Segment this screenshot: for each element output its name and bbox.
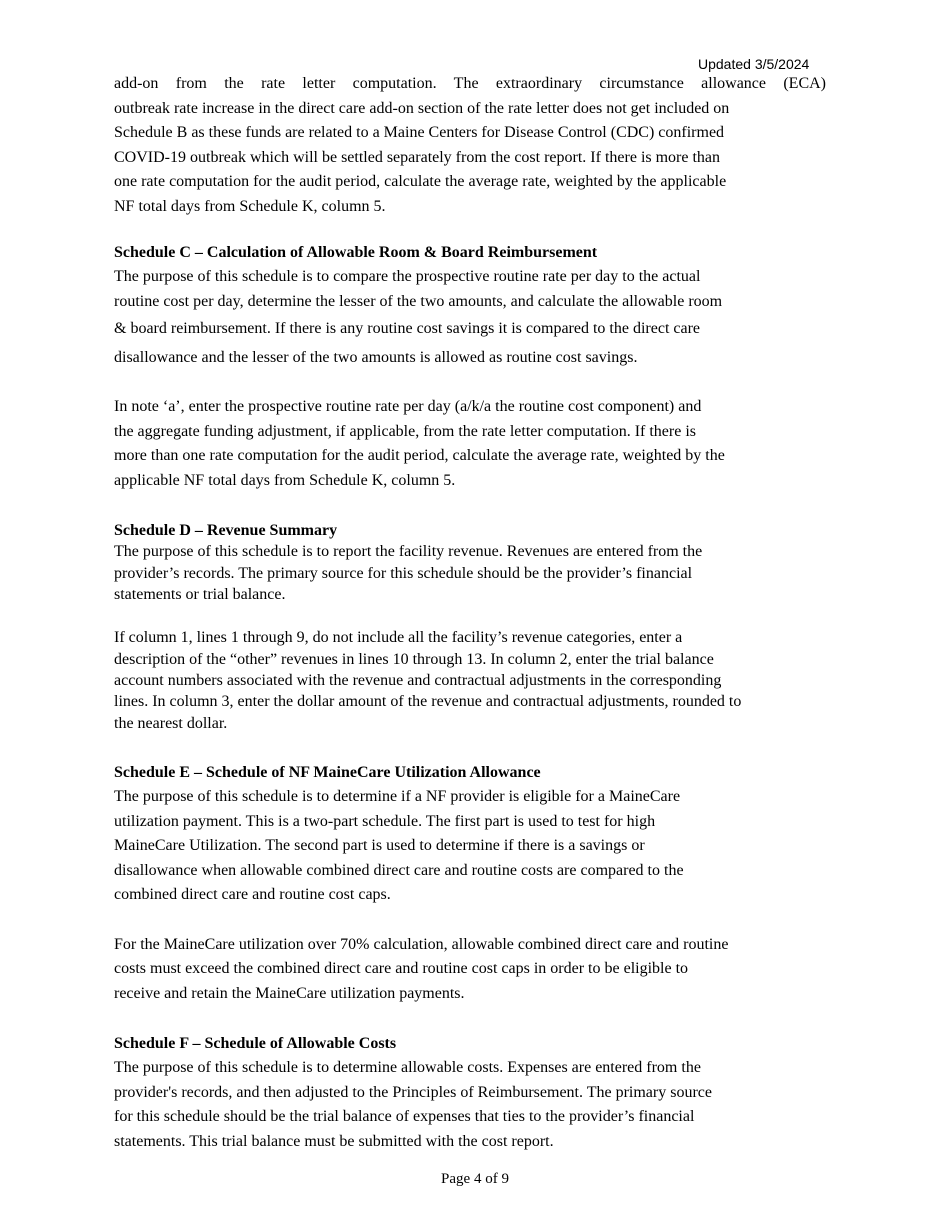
schedule-c-line: disallowance and the lesser of the two amounts is allowed as routine cost savings. xyxy=(114,349,638,366)
schedule-c-line: the aggregate funding adjustment, if applicable, from the rate letter computation. If there is xyxy=(114,423,697,440)
updated-date: Updated 3/5/2024 xyxy=(698,56,810,72)
schedule-d-line: the nearest dollar. xyxy=(114,715,228,732)
intro-line: one rate computation for the audit period, calculate the average rate, weighted by the applicable xyxy=(114,173,727,190)
intro-line: COVID-19 outbreak which will be settled separately from the cost report. If there is more than xyxy=(114,149,721,166)
schedule-c-line: applicable NF total days from Schedule K, column 5. xyxy=(114,472,456,489)
schedule-e-line: For the MaineCare utilization over 70% calculation, allowable combined direct care and routine xyxy=(114,936,729,953)
schedule-d-heading: Schedule D – Revenue Summary xyxy=(114,522,338,539)
intro-line: NF total days from Schedule K, column 5. xyxy=(114,198,386,215)
schedule-e-line: utilization payment. This is a two-part schedule. The first part is used to test for high xyxy=(114,813,656,830)
schedule-e-line: receive and retain the MaineCare utilization payments. xyxy=(114,985,465,1002)
schedule-e-line: The purpose of this schedule is to determine if a NF provider is eligible for a MaineCare xyxy=(114,788,681,805)
schedule-e-line: combined direct care and routine cost caps. xyxy=(114,886,391,903)
schedule-d-line: provider’s records. The primary source for this schedule should be the provider’s financial xyxy=(114,565,693,582)
schedule-e-line: costs must exceed the combined direct care and routine cost caps in order to be eligible to xyxy=(114,960,689,977)
schedule-e-line: MaineCare Utilization. The second part is used to determine if there is a savings or xyxy=(114,837,645,854)
schedule-c-line: & board reimbursement. If there is any routine cost savings it is compared to the direct care xyxy=(114,320,701,337)
schedule-e-heading: Schedule E – Schedule of NF MaineCare Utilization Allowance xyxy=(114,764,541,781)
schedule-f-line: statements. This trial balance must be submitted with the cost report. xyxy=(114,1133,554,1150)
schedule-c-line: In note ‘a’, enter the prospective routine rate per day (a/k/a the routine cost component) and xyxy=(114,398,702,415)
schedule-f-line: The purpose of this schedule is to determine allowable costs. Expenses are entered from the xyxy=(114,1059,701,1076)
schedule-f-line: for this schedule should be the trial balance of expenses that ties to the provider’s financial xyxy=(114,1108,695,1125)
schedule-c-line: routine cost per day, determine the lesser of the two amounts, and calculate the allowable room xyxy=(114,293,723,310)
schedule-f-line: provider's records, and then adjusted to the Principles of Reimbursement. The primary source xyxy=(114,1084,712,1101)
schedule-d-line: lines. In column 3, enter the dollar amount of the revenue and contractual adjustments, rounded to xyxy=(114,693,742,710)
schedule-d-line: account numbers associated with the revenue and contractual adjustments in the corresponding xyxy=(114,672,722,689)
schedule-d-line: statements or trial balance. xyxy=(114,586,286,603)
intro-line: Schedule B as these funds are related to a Maine Centers for Disease Control (CDC) confirmed xyxy=(114,124,725,141)
schedule-d-line: If column 1, lines 1 through 9, do not include all the facility’s revenue categories, enter a xyxy=(114,629,683,646)
schedule-d-line: The purpose of this schedule is to report the facility revenue. Revenues are entered from the xyxy=(114,543,703,560)
schedule-f-heading: Schedule F – Schedule of Allowable Costs xyxy=(114,1035,397,1052)
schedule-d-line: description of the “other” revenues in lines 10 through 13. In column 2, enter the trial balance xyxy=(114,651,714,668)
schedule-c-line: The purpose of this schedule is to compare the prospective routine rate per day to the actual xyxy=(114,268,701,285)
page-number: Page 4 of 9 xyxy=(441,1171,509,1187)
schedule-c-line: more than one rate computation for the audit period, calculate the average rate, weighted by the xyxy=(114,447,725,464)
intro-line: add-on from the rate letter computation. The extraordinary circumstance allowance (ECA) xyxy=(114,75,826,92)
intro-line: outbreak rate increase in the direct care add-on section of the rate letter does not get included on xyxy=(114,100,730,117)
schedule-e-line: disallowance when allowable combined direct care and routine costs are compared to the xyxy=(114,862,684,879)
schedule-c-heading: Schedule C – Calculation of Allowable Room & Board Reimbursement xyxy=(114,244,598,261)
